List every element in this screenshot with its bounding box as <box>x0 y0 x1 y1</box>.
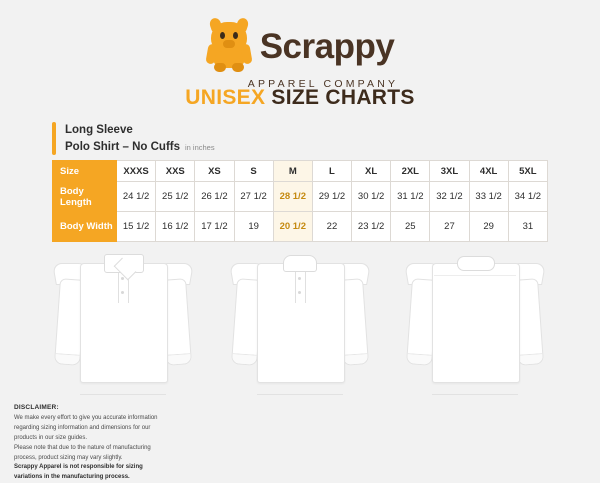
cell-body-width-4xl: 29 <box>469 212 508 242</box>
col-header-5xl: 5XL <box>508 161 547 182</box>
brand-logo <box>0 18 600 90</box>
accent-bar <box>52 122 56 155</box>
brand-name: Scrappy <box>259 26 395 66</box>
table-row <box>53 212 548 242</box>
cell-body-width-xxxs: 15 1/2 <box>117 212 156 242</box>
disclaimer-line: We make every effort to give you accurate information <box>14 415 158 421</box>
col-header-xxxs: XXXS <box>117 161 156 182</box>
cell-body-width-l: 22 <box>312 212 351 242</box>
disclaimer-line: process, product sizing may vary slightly. <box>14 454 123 461</box>
disclaimer-line-bold: variations in the manufacturing process. <box>14 474 130 481</box>
cell-body-length-5xl: 34 1/2 <box>508 182 547 212</box>
cell-body-width-xl: 23 1/2 <box>352 212 391 242</box>
cell-body-length-4xl: 33 1/2 <box>469 182 508 212</box>
col-header-size: Size <box>53 161 117 182</box>
col-header-m: M <box>273 161 312 182</box>
disclaimer-line: Please note that due to the nature of manufacturing <box>14 444 151 451</box>
cell-body-length-xxxs: 24 1/2 <box>117 182 156 212</box>
disclaimer-title: DISCLAIMER: <box>14 404 59 411</box>
cell-body-width-3xl: 27 <box>430 212 469 242</box>
table-header-row <box>53 161 548 182</box>
disclaimer-line: regarding sizing information and dimensions for our <box>14 424 151 431</box>
cell-body-width-5xl: 31 <box>508 212 547 242</box>
polo-shirt-side-view <box>225 245 375 395</box>
cell-body-length-xl: 30 1/2 <box>352 182 391 212</box>
cell-body-length-s: 27 1/2 <box>234 182 273 212</box>
measurement-unit: in inches <box>185 142 215 152</box>
col-header-xl: XL <box>352 161 391 182</box>
page-title-rest: SIZE CHARTS <box>265 86 415 109</box>
polo-shirt-back-view <box>400 245 550 395</box>
bear-mascot-icon <box>206 18 252 74</box>
product-name-line2: Polo Shirt – No Cuffs <box>65 140 180 153</box>
table-row <box>53 182 548 212</box>
cell-body-width-s: 19 <box>234 212 273 242</box>
col-header-3xl: 3XL <box>430 161 469 182</box>
cell-body-length-2xl: 31 1/2 <box>391 182 430 212</box>
cell-body-length-l: 29 1/2 <box>312 182 351 212</box>
logo-row <box>0 18 600 74</box>
col-header-4xl: 4XL <box>469 161 508 182</box>
cell-body-width-2xl: 25 <box>391 212 430 242</box>
row-label-body-length: Body Length <box>53 182 117 212</box>
cell-body-length-xxs: 25 1/2 <box>156 182 195 212</box>
col-header-xs: XS <box>195 161 234 182</box>
row-label-body-width: Body Width <box>53 212 117 242</box>
product-heading <box>52 122 215 155</box>
page-title <box>0 86 600 110</box>
cell-body-length-3xl: 32 1/2 <box>430 182 469 212</box>
cell-body-width-xxs: 16 1/2 <box>156 212 195 242</box>
cell-body-width-m: 20 1/2 <box>273 212 312 242</box>
col-header-l: L <box>312 161 351 182</box>
disclaimer-block <box>14 404 214 483</box>
cell-body-length-xs: 26 1/2 <box>195 182 234 212</box>
brand-tagline: APPAREL COMPANY <box>247 78 399 90</box>
col-header-2xl: 2XL <box>391 161 430 182</box>
col-header-s: S <box>234 161 273 182</box>
cell-body-width-xs: 17 1/2 <box>195 212 234 242</box>
product-name-line1: Long Sleeve <box>65 124 133 136</box>
page-title-accent: UNISEX <box>185 86 266 109</box>
disclaimer-line-bold: Scrappy Apparel is not responsible for sizing <box>14 464 143 471</box>
cell-body-length-m: 28 1/2 <box>273 182 312 212</box>
disclaimer-line: products in our size guides. <box>14 434 88 441</box>
shirt-illustrations <box>0 245 600 395</box>
size-chart-table <box>52 160 548 242</box>
polo-shirt-front-view <box>48 245 198 395</box>
col-header-xxs: XXS <box>156 161 195 182</box>
